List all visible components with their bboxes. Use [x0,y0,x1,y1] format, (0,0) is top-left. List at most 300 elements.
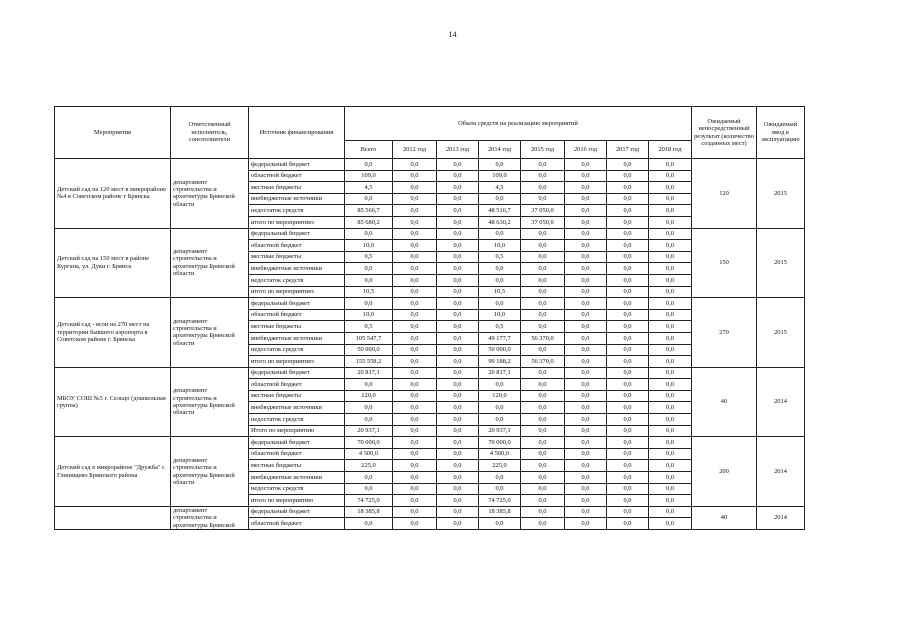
header-year: 2017 год [607,141,649,159]
table-row [55,159,805,171]
value-cell: 0,0 [345,159,393,171]
value-cell: 0,0 [479,414,521,426]
value-cell: 0,0 [345,228,393,240]
value-cell: 0,0 [649,518,692,530]
header-volume: Объем средств на реализацию мероприятий [345,107,692,141]
value-cell: 0,0 [521,159,565,171]
value-cell: 0,0 [521,170,565,182]
value-cell: 0,0 [649,216,692,228]
value-cell: 20 937,1 [479,425,521,437]
value-cell: 85 680,2 [345,216,393,228]
source-cell: областной бюджет [249,240,345,252]
value-cell: 0,0 [649,193,692,205]
value-cell: 0,0 [565,402,607,414]
table-row [55,298,805,310]
value-cell: 0,0 [345,483,393,495]
header-year: 2014 год [479,141,521,159]
executor-cell: департамент строительства и архитектуры Брянской области [171,228,249,298]
source-cell: внебюджетные источники [249,193,345,205]
source-cell: недостаток средств [249,274,345,286]
value-cell: 0,0 [649,263,692,275]
value-cell: 20 817,1 [345,367,393,379]
value-cell: 0,0 [437,472,479,484]
header-year: 2018 год [649,141,692,159]
value-cell: 0,0 [649,495,692,507]
value-cell: 0,0 [521,379,565,391]
value-cell: 0,0 [437,437,479,449]
value-cell: 0,5 [479,321,521,333]
value-cell: 0,0 [565,159,607,171]
value-cell: 0,0 [437,309,479,321]
value-cell: 0,0 [565,483,607,495]
value-cell: 0,0 [521,472,565,484]
measure-cell: Детский сад в микрорайоне "Дружба" с Глинищево Брянского района [55,437,171,507]
value-cell: 18 385,8 [479,506,521,518]
value-cell: 0,0 [393,205,437,217]
value-cell: 10,0 [479,309,521,321]
value-cell: 0,0 [345,274,393,286]
value-cell: 4 500,0 [345,448,393,460]
value-cell: 0,0 [565,298,607,310]
value-cell: 0,0 [649,205,692,217]
source-cell: местные бюджеты [249,251,345,263]
value-cell: 56 370,0 [521,332,565,344]
value-cell: 10,0 [479,240,521,252]
value-cell: 0,0 [479,228,521,240]
value-cell: 0,0 [565,390,607,402]
value-cell: 0,5 [345,251,393,263]
value-cell: 0,0 [649,344,692,356]
source-cell: федеральный бюджет [249,298,345,310]
value-cell: 0,0 [345,193,393,205]
value-cell: 0,0 [393,448,437,460]
source-cell: областной бюджет [249,379,345,391]
value-cell: 0,0 [393,379,437,391]
executor-cell: департамент строительства и архитектуры Брянской области [171,298,249,368]
value-cell: 99 188,2 [479,356,521,368]
value-cell: 0,0 [565,518,607,530]
source-cell: недостаток средств [249,344,345,356]
value-cell: 0,0 [521,495,565,507]
value-cell: 0,0 [565,263,607,275]
value-cell: 4 500,0 [479,448,521,460]
value-cell: 0,0 [437,414,479,426]
source-cell: недостаток средств [249,205,345,217]
value-cell: 0,0 [521,437,565,449]
value-cell: 0,0 [607,274,649,286]
value-cell: 0,0 [565,193,607,205]
value-cell: 0,0 [479,159,521,171]
value-cell: 0,0 [565,506,607,518]
value-cell: 0,0 [565,332,607,344]
value-cell: 155 558,2 [345,356,393,368]
value-cell: 0,0 [649,309,692,321]
value-cell: 0,0 [345,472,393,484]
value-cell: 0,0 [649,286,692,298]
header-year: 2016 год [565,141,607,159]
value-cell: 0,0 [393,298,437,310]
source-cell: областной бюджет [249,170,345,182]
value-cell: 0,0 [607,483,649,495]
value-cell: 0,0 [437,216,479,228]
value-cell: 0,0 [565,448,607,460]
value-cell: 20 937,1 [345,425,393,437]
value-cell: 0,0 [607,321,649,333]
value-cell: 0,0 [649,332,692,344]
measure-cell: МБОУ СОШ №5 г. Сельцо (дошкольная группа) [55,367,171,437]
value-cell: 0,0 [521,274,565,286]
value-cell: 0,0 [479,298,521,310]
executor-cell: департамент строительства и архитектуры Брянской области [171,367,249,437]
value-cell: 0,0 [649,402,692,414]
value-cell: 0,0 [393,518,437,530]
commission-cell: 2015 [757,228,805,298]
value-cell: 0,0 [437,460,479,472]
value-cell: 0,0 [565,379,607,391]
value-cell: 0,0 [607,216,649,228]
value-cell: 0,0 [437,402,479,414]
value-cell: 109,0 [479,170,521,182]
value-cell: 0,0 [393,216,437,228]
value-cell: 0,0 [649,483,692,495]
value-cell: 0,0 [521,263,565,275]
value-cell: 0,0 [565,425,607,437]
source-cell: Итого по мероприятию [249,425,345,437]
value-cell: 0,0 [393,286,437,298]
measure-cell: Детский сад - ясли на 270 мест на территории бывшего аэропорта в Советском районе г. Брянска [55,298,171,368]
value-cell: 0,0 [345,518,393,530]
value-cell: 0,0 [345,298,393,310]
value-cell: 0,0 [649,356,692,368]
value-cell: 0,0 [345,263,393,275]
value-cell: 20 817,1 [479,367,521,379]
value-cell: 0,0 [479,274,521,286]
value-cell: 0,0 [393,437,437,449]
value-cell: 0,0 [565,251,607,263]
source-cell: итого по мероприятию [249,495,345,507]
source-cell: итого по мероприятию: [249,356,345,368]
value-cell: 0,0 [437,379,479,391]
value-cell: 10,0 [345,240,393,252]
value-cell: 0,0 [393,472,437,484]
value-cell: 0,0 [607,367,649,379]
value-cell: 0,0 [393,344,437,356]
value-cell: 0,0 [607,402,649,414]
source-cell: итого по мероприятию: [249,216,345,228]
value-cell: 0,0 [479,472,521,484]
value-cell: 0,0 [521,390,565,402]
value-cell: 0,0 [521,483,565,495]
value-cell: 0,0 [393,402,437,414]
header-result: Ожидаемый непосредственный результат (количество созданных мест) [692,107,757,159]
value-cell: 0,0 [565,437,607,449]
result-cell: 40 [692,367,757,437]
value-cell: 0,0 [393,460,437,472]
value-cell: 0,0 [521,448,565,460]
value-cell: 0,0 [565,495,607,507]
value-cell: 0,0 [607,472,649,484]
value-cell: 0,0 [521,321,565,333]
value-cell: 0,0 [393,356,437,368]
table-row [55,367,805,379]
value-cell: 0,0 [649,425,692,437]
value-cell: 50 000,0 [345,344,393,356]
value-cell: 0,0 [565,205,607,217]
value-cell: 0,0 [649,448,692,460]
value-cell: 0,0 [607,298,649,310]
value-cell: 0,0 [437,274,479,286]
value-cell: 0,0 [607,448,649,460]
value-cell: 0,0 [607,379,649,391]
value-cell: 49 177,7 [479,332,521,344]
value-cell: 0,0 [521,240,565,252]
source-cell: областной бюджет [249,448,345,460]
result-cell: 150 [692,228,757,298]
value-cell: 0,0 [607,228,649,240]
value-cell: 0,0 [393,263,437,275]
result-cell: 120 [692,159,757,229]
value-cell: 0,0 [649,228,692,240]
value-cell: 0,0 [437,367,479,379]
value-cell: 0,0 [607,437,649,449]
executor-cell: департамент строительства и архитектуры Брянской области [171,437,249,507]
funding-table [54,106,805,530]
value-cell: 0,5 [479,251,521,263]
result-cell: 40 [692,506,757,529]
value-cell: 0,0 [437,298,479,310]
source-cell: областной бюджет [249,309,345,321]
value-cell: 109,0 [345,170,393,182]
value-cell: 0,0 [521,251,565,263]
value-cell: 0,0 [437,332,479,344]
value-cell: 0,0 [521,425,565,437]
value-cell: 0,0 [565,414,607,426]
value-cell: 0,0 [649,182,692,194]
value-cell: 10,5 [479,286,521,298]
value-cell: 0,0 [437,240,479,252]
header-source: Источник финансирования [249,107,345,159]
value-cell: 0,0 [437,205,479,217]
value-cell: 105 547,7 [345,332,393,344]
value-cell: 0,0 [437,263,479,275]
source-cell: внебюджетные источники [249,402,345,414]
value-cell: 0,0 [565,274,607,286]
value-cell: 0,0 [607,460,649,472]
source-cell: внебюджетные источники [249,332,345,344]
value-cell: 0,0 [607,425,649,437]
value-cell: 0,0 [607,193,649,205]
value-cell: 0,0 [649,298,692,310]
value-cell: 0,0 [393,251,437,263]
value-cell: 0,0 [393,414,437,426]
value-cell: 0,0 [607,344,649,356]
measure-cell [55,506,171,529]
value-cell: 0,0 [393,193,437,205]
value-cell: 0,0 [607,170,649,182]
source-cell: федеральный бюджет [249,506,345,518]
value-cell: 0,0 [393,390,437,402]
value-cell: 0,0 [649,460,692,472]
value-cell: 0,0 [393,495,437,507]
commission-cell: 2014 [757,367,805,437]
value-cell: 0,0 [565,216,607,228]
table-row [55,437,805,449]
value-cell: 0,0 [437,159,479,171]
source-cell: местные бюджеты [249,390,345,402]
value-cell: 0,0 [521,193,565,205]
value-cell: 0,0 [607,414,649,426]
value-cell: 0,0 [393,274,437,286]
value-cell: 48 516,7 [479,205,521,217]
value-cell: 74 725,0 [345,495,393,507]
value-cell: 0,0 [393,182,437,194]
value-cell: 0,0 [437,182,479,194]
value-cell: 0,0 [607,506,649,518]
value-cell: 0,0 [437,506,479,518]
value-cell: 225,0 [345,460,393,472]
header-year: 2013 год [437,141,479,159]
value-cell: 0,0 [393,483,437,495]
value-cell: 0,0 [437,448,479,460]
header-year: Всего [345,141,393,159]
value-cell: 0,0 [437,251,479,263]
value-cell: 0,0 [607,159,649,171]
value-cell: 0,0 [607,251,649,263]
header-year: 2012 год [393,141,437,159]
value-cell: 0,0 [607,263,649,275]
value-cell: 48 630,2 [479,216,521,228]
value-cell: 0,0 [565,240,607,252]
value-cell: 0,0 [649,251,692,263]
value-cell: 0,0 [479,483,521,495]
value-cell: 0,0 [649,414,692,426]
header-commission: Ожидаемый ввод в эксплуатацию [757,107,805,159]
value-cell: 0,0 [437,286,479,298]
value-cell: 0,0 [521,228,565,240]
value-cell: 0,0 [437,518,479,530]
value-cell: 0,0 [607,309,649,321]
value-cell: 0,0 [393,228,437,240]
value-cell: 0,0 [649,472,692,484]
source-cell: областной бюджет [249,518,345,530]
value-cell: 0,0 [565,344,607,356]
value-cell: 0,0 [393,159,437,171]
value-cell: 0,0 [649,170,692,182]
value-cell: 70 000,0 [345,437,393,449]
value-cell: 18 385,8 [345,506,393,518]
value-cell: 0,0 [437,390,479,402]
header-year: 2015 год [521,141,565,159]
value-cell: 0,0 [393,321,437,333]
value-cell: 0,0 [521,182,565,194]
commission-cell: 2014 [757,437,805,507]
value-cell: 0,0 [437,193,479,205]
value-cell: 70 000,0 [479,437,521,449]
value-cell: 120,0 [479,390,521,402]
value-cell: 0,0 [393,425,437,437]
source-cell: внебюджетные источники [249,472,345,484]
value-cell: 0,0 [521,460,565,472]
source-cell: федеральный бюджет [249,367,345,379]
value-cell: 0,0 [437,483,479,495]
value-cell: 0,0 [479,402,521,414]
measure-cell: Детский сад на 120 мест в микрорайоне №4 в Советском районе г Брянска [55,159,171,229]
source-cell: итого по мероприятию: [249,286,345,298]
source-cell: недостаток средств [249,414,345,426]
source-cell: внебюджетные источники [249,263,345,275]
value-cell: 0,0 [521,414,565,426]
value-cell: 0,0 [521,344,565,356]
value-cell: 0,0 [649,379,692,391]
value-cell: 0,0 [437,344,479,356]
source-cell: местные бюджеты [249,182,345,194]
value-cell: 0,0 [649,240,692,252]
value-cell: 0,0 [437,495,479,507]
value-cell: 0,0 [521,298,565,310]
value-cell: 10,5 [345,286,393,298]
executor-cell: департамент строительства и архитектуры Брянской области [171,159,249,229]
value-cell: 0,0 [565,472,607,484]
value-cell: 37 050,0 [521,205,565,217]
value-cell: 0,0 [607,390,649,402]
value-cell: 0,0 [437,228,479,240]
value-cell: 0,0 [607,332,649,344]
value-cell: 0,0 [649,159,692,171]
value-cell: 0,0 [565,309,607,321]
value-cell: 0,0 [393,240,437,252]
value-cell: 0,0 [479,193,521,205]
value-cell: 50 000,0 [479,344,521,356]
source-cell: федеральный бюджет [249,159,345,171]
commission-cell: 2014 [757,506,805,529]
value-cell: 0,0 [607,205,649,217]
value-cell: 0,0 [393,332,437,344]
value-cell: 0,0 [565,182,607,194]
value-cell: 0,0 [345,414,393,426]
value-cell: 0,0 [649,274,692,286]
value-cell: 0,0 [437,425,479,437]
source-cell: местные бюджеты [249,460,345,472]
value-cell: 0,0 [521,286,565,298]
value-cell: 0,0 [393,170,437,182]
value-cell: 0,0 [565,460,607,472]
value-cell: 37 050,0 [521,216,565,228]
value-cell: 0,0 [479,379,521,391]
value-cell: 0,0 [607,356,649,368]
value-cell: 0,0 [607,182,649,194]
value-cell: 0,0 [437,170,479,182]
value-cell: 120,0 [345,390,393,402]
value-cell: 0,0 [345,402,393,414]
value-cell: 0,0 [649,390,692,402]
source-cell: федеральный бюджет [249,437,345,449]
value-cell: 0,0 [565,356,607,368]
value-cell: 0,0 [649,506,692,518]
value-cell: 0,0 [479,518,521,530]
value-cell: 0,0 [649,437,692,449]
commission-cell: 2015 [757,298,805,368]
source-cell: федеральный бюджет [249,228,345,240]
page-number: 14 [448,30,457,39]
value-cell: 0,0 [521,402,565,414]
table-row [55,506,805,518]
value-cell: 0,0 [393,506,437,518]
value-cell: 85 566,7 [345,205,393,217]
table-body [55,159,805,530]
result-cell: 200 [692,437,757,507]
value-cell: 0,0 [437,356,479,368]
value-cell: 0,0 [521,518,565,530]
